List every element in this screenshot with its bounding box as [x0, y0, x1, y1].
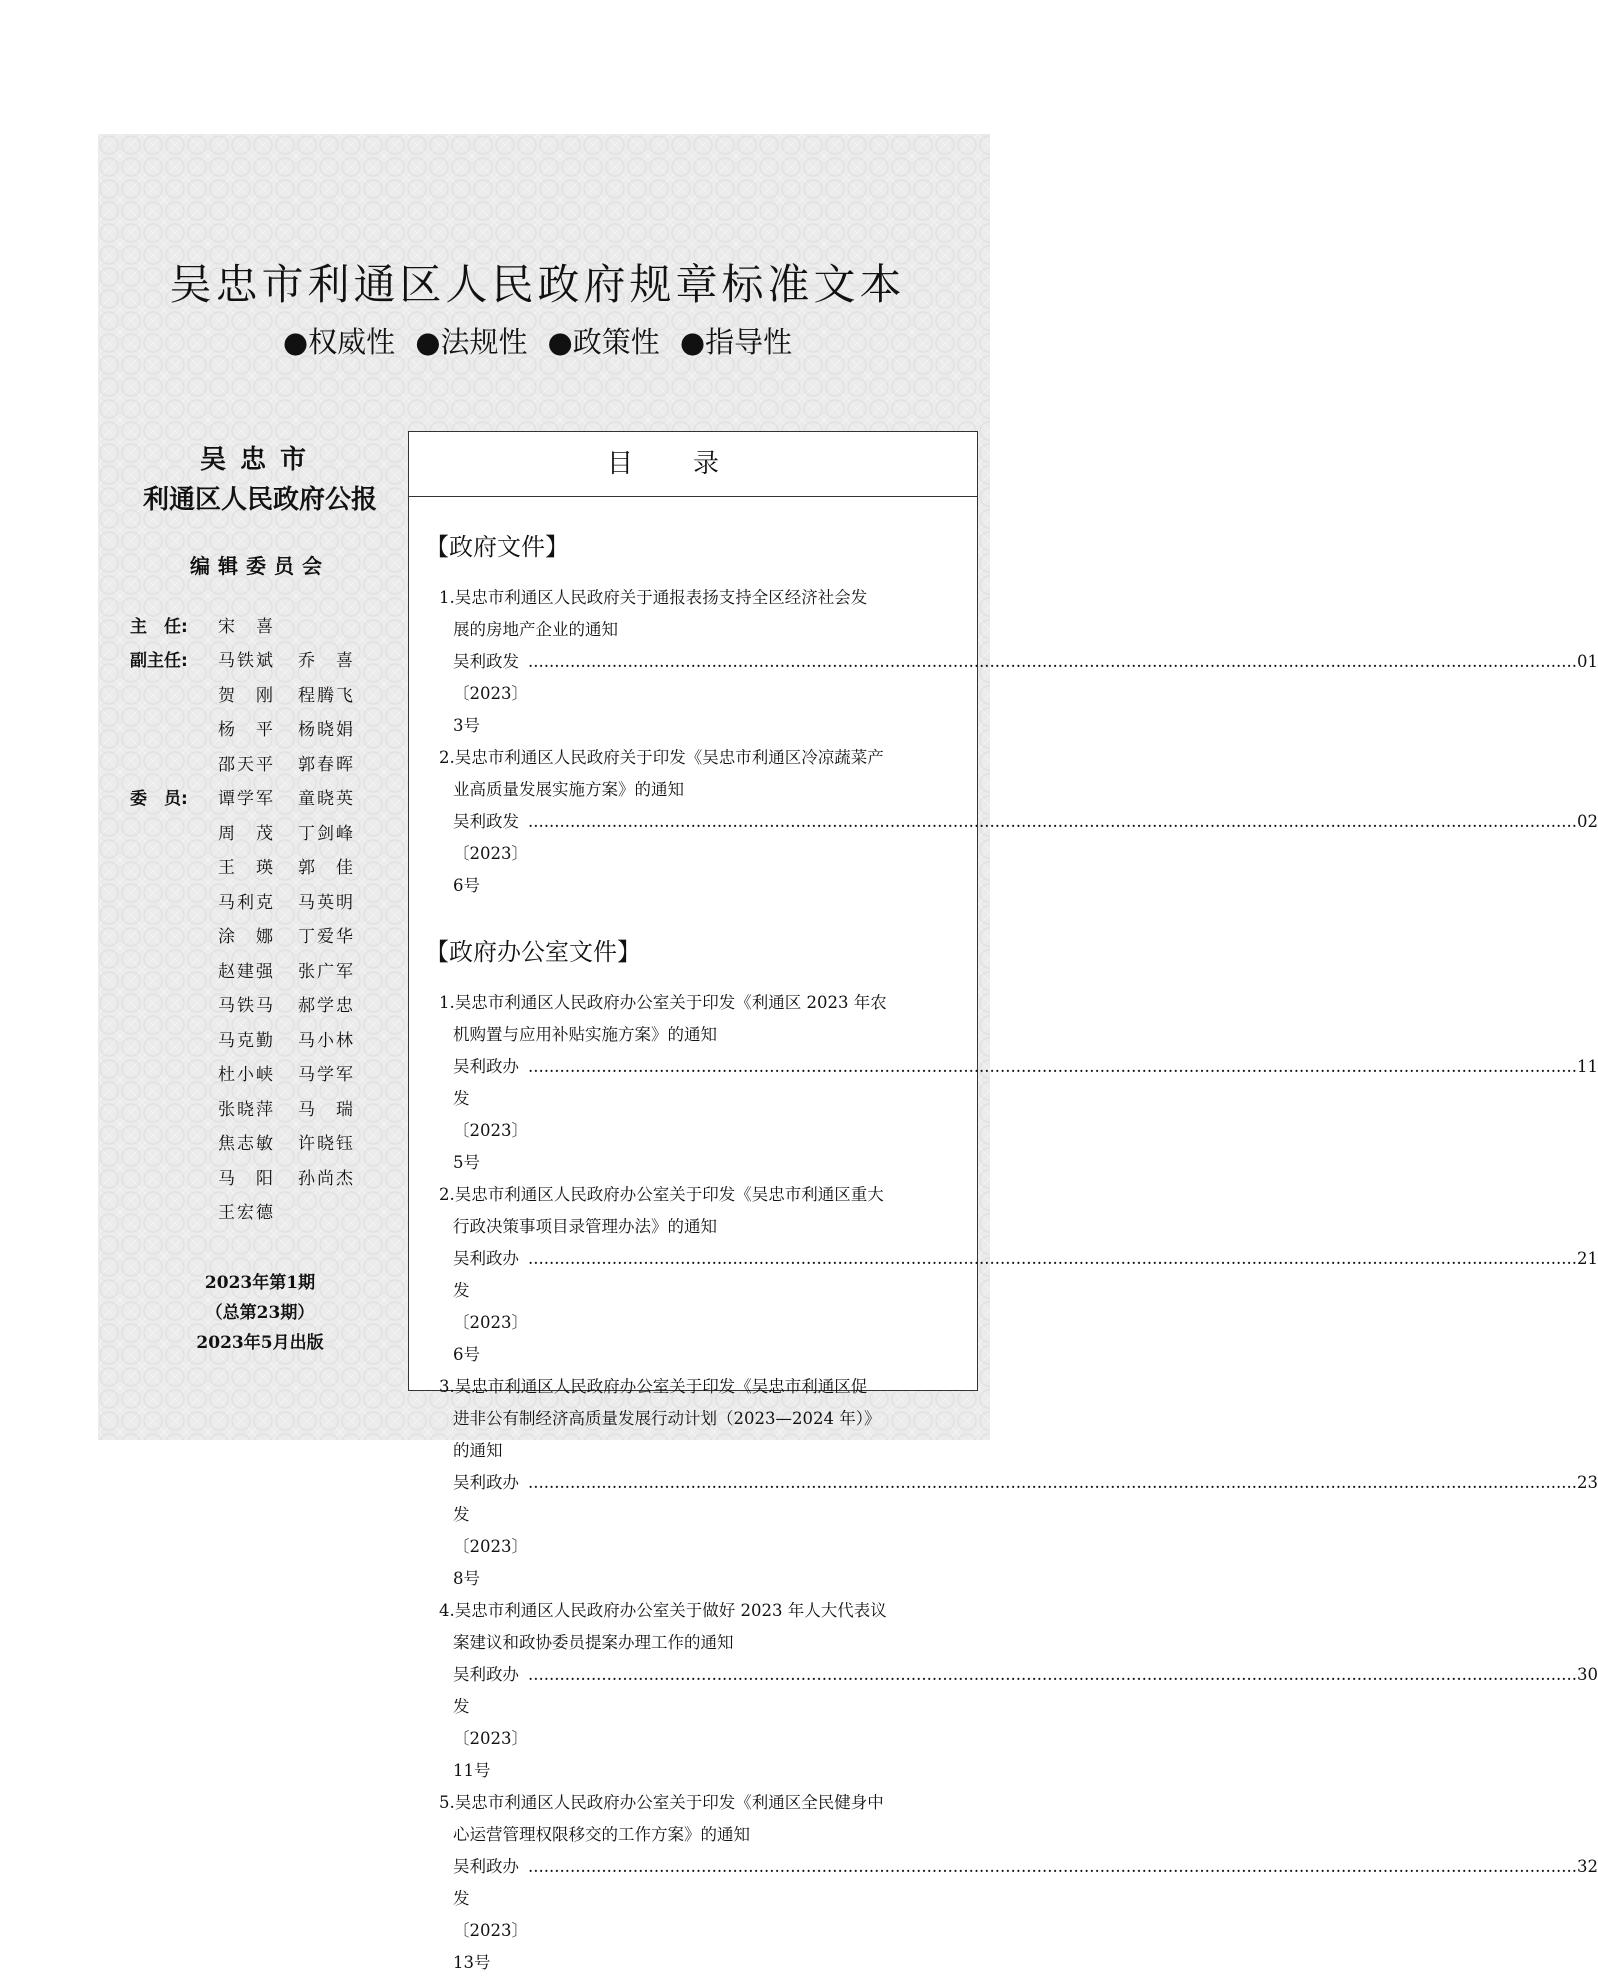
- tag: ●指导性: [679, 325, 793, 359]
- roster-row: [130, 987, 390, 1022]
- toc-heading: 目录: [409, 432, 977, 497]
- member-name: 马利克: [218, 892, 275, 913]
- member-name: 马学军: [298, 1065, 355, 1086]
- toc-entry-ref: [439, 806, 1598, 902]
- member-name: 郭 佳: [298, 858, 355, 879]
- doc-number: 吴利政办发〔2023〕6号: [453, 1249, 528, 1364]
- doc-number: 吴利政发〔2023〕6号: [453, 812, 528, 895]
- member-name: 王 瑛: [218, 858, 275, 879]
- doc-number: 吴利政办发〔2023〕8号: [453, 1473, 528, 1588]
- member-name: 孙尚杰: [298, 1168, 355, 1189]
- document-title: 吴忠市利通区人民政府规章标准文本: [169, 260, 906, 309]
- toc-entry-title-cont: 进非公有制经济高质量发展行动计划（2023—2024 年）》: [453, 1409, 881, 1428]
- page-number: 23: [1576, 1473, 1598, 1492]
- page-number: 01: [1576, 652, 1598, 671]
- member-name: 贺 刚: [218, 685, 275, 706]
- member-name: 张晓萍: [218, 1099, 275, 1120]
- roster-role: 主 任:: [130, 616, 188, 637]
- member-name: 赵建强: [218, 961, 275, 982]
- page-number: 32: [1576, 1857, 1598, 1876]
- toc-entry-title: 1.吴忠市利通区人民政府办公室关于印发《利通区 2023 年农: [439, 993, 887, 1012]
- doc-number: 吴利政办发〔2023〕11号: [453, 1665, 528, 1780]
- member-name: 涂 娜: [218, 927, 275, 948]
- leader-dots: ........................................................................................................................................................................................................: [528, 1249, 1577, 1268]
- member-name: 许晓钰: [298, 1134, 355, 1155]
- toc-entry-ref: [439, 1659, 1598, 1787]
- tag: ●权威性: [282, 325, 396, 359]
- toc-entry-title: 2.吴忠市利通区人民政府办公室关于印发《吴忠市利通区重大: [439, 1185, 884, 1204]
- roster-row: [130, 1056, 390, 1091]
- leader-dots: ........................................................................................................................................................................................................: [528, 1857, 1577, 1876]
- member-name: 马克勤: [218, 1030, 275, 1051]
- roster-role: 副主任:: [130, 651, 188, 672]
- member-name: 杨晓娟: [298, 720, 355, 741]
- tag: ●法规性: [415, 325, 528, 359]
- issue-info: [130, 1268, 390, 1358]
- masthead-column: [130, 440, 390, 1358]
- publication-city: 吴忠市: [199, 445, 320, 475]
- toc-entry-ref: [439, 1851, 1598, 1979]
- page-number: 21: [1576, 1249, 1598, 1268]
- roster-row: [130, 780, 390, 815]
- leader-dots: ........................................................................................................................................................................................................: [528, 812, 1577, 831]
- roster-row: [130, 1125, 390, 1160]
- page-number: 11: [1576, 1057, 1598, 1076]
- page-number: 30: [1576, 1665, 1598, 1684]
- toc-entry-title-cont: 的通知: [453, 1441, 503, 1460]
- toc-entry-title-cont: 业高质量发展实施方案》的通知: [453, 780, 684, 799]
- doc-number: 吴利政办发〔2023〕5号: [453, 1057, 528, 1172]
- doc-number: 吴利政发〔2023〕3号: [453, 652, 528, 735]
- roster-row: [130, 918, 390, 953]
- toc-section-title: 【政府文件】: [425, 533, 569, 561]
- roster-row: [130, 607, 390, 642]
- member-name: 丁爱华: [298, 927, 355, 948]
- toc-entry[interactable]: [409, 1787, 1598, 1979]
- page-number: 02: [1576, 812, 1598, 831]
- toc-entry[interactable]: [409, 742, 1598, 902]
- member-name: 马铁马: [218, 996, 275, 1017]
- member-name: 焦志敏: [218, 1134, 275, 1155]
- member-name: 杨 平: [218, 720, 275, 741]
- roster-row: [130, 745, 390, 780]
- leader-dots: ........................................................................................................................................................................................................: [528, 652, 1577, 671]
- roster-row: [130, 952, 390, 987]
- member-name: 邵天平: [218, 754, 275, 775]
- member-name: 周 茂: [218, 823, 275, 844]
- member-name: 马小林: [298, 1030, 355, 1051]
- roster-row: [130, 1159, 390, 1194]
- member-name: 王宏德: [218, 1203, 275, 1224]
- member-name: 马铁斌: [218, 651, 275, 672]
- toc-entry[interactable]: [409, 1179, 1598, 1371]
- roster-row: [130, 1021, 390, 1056]
- member-name: 乔 喜: [298, 651, 355, 672]
- toc-entry-title: 3.吴忠市利通区人民政府办公室关于印发《吴忠市利通区促: [439, 1377, 868, 1396]
- issue-number: 2023年第1期: [204, 1273, 316, 1293]
- member-name: 郭春晖: [298, 754, 355, 775]
- toc-entry[interactable]: [409, 582, 1598, 742]
- toc-entry-title: 1.吴忠市利通区人民政府关于通报表扬支持全区经济社会发: [439, 588, 868, 607]
- toc-entry-ref: [439, 646, 1598, 742]
- toc-entry-title-cont: 行政决策事项目录管理办法》的通知: [453, 1217, 717, 1236]
- toc-entry-ref: [439, 1467, 1598, 1595]
- roster-row: [130, 1194, 390, 1229]
- issue-date: 2023年5月出版: [196, 1333, 324, 1353]
- member-name: 谭学军: [218, 789, 275, 810]
- member-name: 程腾飞: [298, 685, 355, 706]
- member-name: 张广军: [298, 961, 355, 982]
- toc-section-title: 【政府办公室文件】: [425, 938, 641, 966]
- roster-row: [130, 849, 390, 884]
- toc-entry-ref: [439, 1051, 1598, 1179]
- member-name: 杜小峡: [218, 1065, 275, 1086]
- editorial-board-heading: 编辑委员会: [190, 554, 330, 578]
- toc-entry[interactable]: [409, 1371, 1598, 1595]
- leader-dots: ........................................................................................................................................................................................................: [528, 1057, 1577, 1076]
- member-name: 马 瑞: [298, 1099, 355, 1120]
- toc-entry-title-cont: 展的房地产企业的通知: [453, 620, 618, 639]
- toc-entry-title: 5.吴忠市利通区人民政府办公室关于印发《利通区全民健身中: [439, 1793, 884, 1812]
- roster-row: [130, 711, 390, 746]
- table-of-contents: [408, 431, 1598, 1972]
- toc-entry-title-cont: 案建议和政协委员提案办理工作的通知: [453, 1633, 734, 1652]
- roster-row: [130, 1090, 390, 1125]
- roster-row: [130, 642, 390, 677]
- leader-dots: ........................................................................................................................................................................................................: [528, 1473, 1577, 1492]
- toc-entry[interactable]: [409, 987, 1598, 1179]
- tag: ●政策性: [547, 325, 660, 359]
- editorial-roster: [130, 607, 390, 1228]
- roster-row: [130, 676, 390, 711]
- toc-entry[interactable]: [409, 1595, 1598, 1787]
- member-name: 郝学忠: [298, 996, 355, 1017]
- roster-role: 委 员:: [130, 789, 188, 810]
- doc-number: 吴利政办发〔2023〕13号: [453, 1857, 528, 1972]
- toc-entry-title: 2.吴忠市利通区人民政府关于印发《吴忠市利通区冷凉蔬菜产: [439, 748, 884, 767]
- toc-entry-title-cont: 机购置与应用补贴实施方案》的通知: [453, 1025, 717, 1044]
- member-name: 马英明: [298, 892, 355, 913]
- toc-entry-title: 4.吴忠市利通区人民政府办公室关于做好 2023 年人大代表议: [439, 1601, 887, 1620]
- member-name: 马 阳: [218, 1168, 275, 1189]
- member-name: 童晓英: [298, 789, 355, 810]
- toc-entry-title-cont: 心运营管理权限移交的工作方案》的通知: [453, 1825, 750, 1844]
- issue-total: （总第23期）: [205, 1303, 315, 1323]
- member-name: 丁剑峰: [298, 823, 355, 844]
- leader-dots: ........................................................................................................................................................................................................: [528, 1665, 1577, 1684]
- member-name: 宋 喜: [218, 616, 275, 637]
- tagline: [0, 320, 1075, 361]
- toc-entry-ref: [439, 1243, 1598, 1371]
- publication-name: 利通区人民政府公报: [142, 485, 377, 515]
- roster-row: [130, 814, 390, 849]
- roster-row: [130, 883, 390, 918]
